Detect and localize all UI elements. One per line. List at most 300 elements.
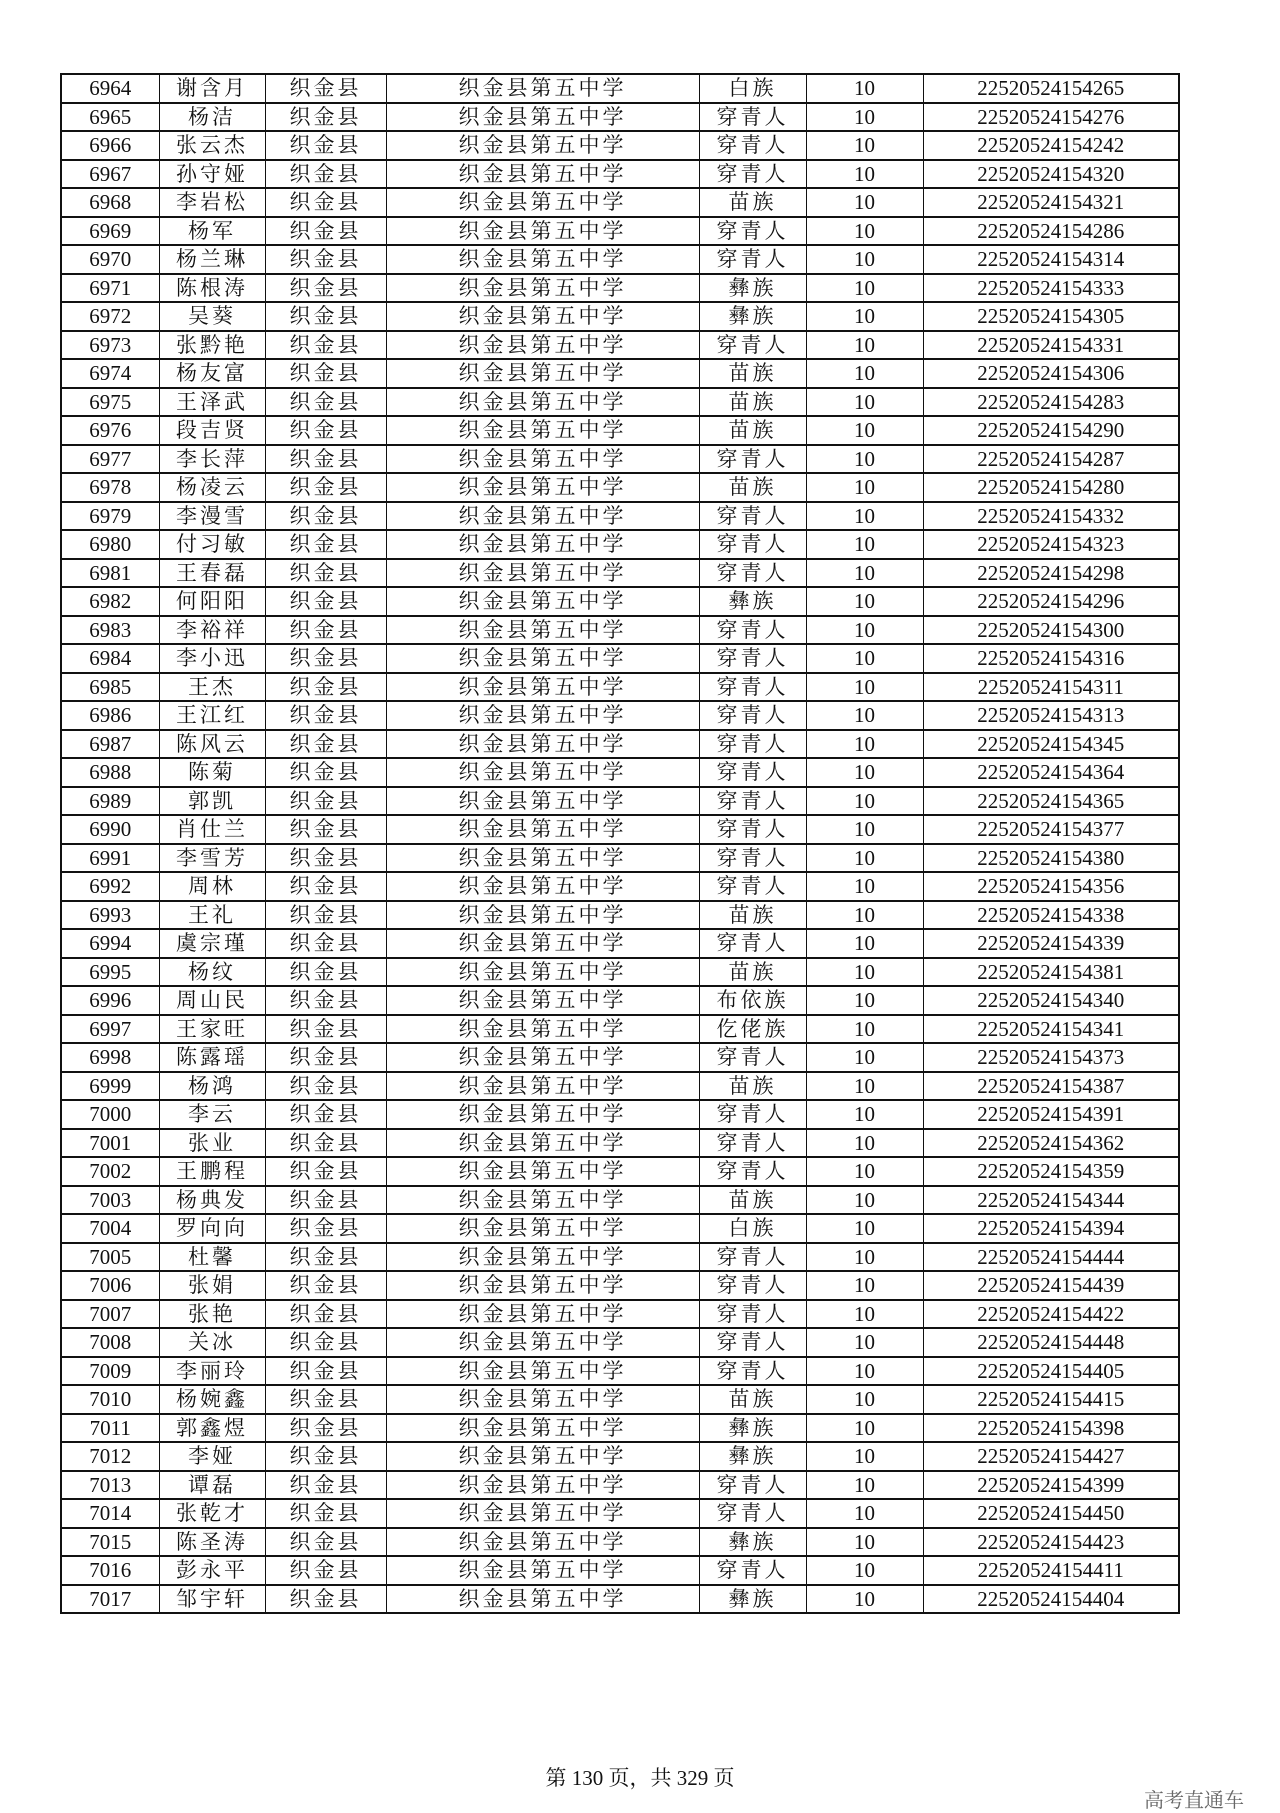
- cell-grade: 10: [806, 1585, 923, 1614]
- cell-county: 织金县: [265, 131, 386, 160]
- table-row: [61, 1186, 1179, 1215]
- cell-exam-number: 22520524154387: [923, 1072, 1179, 1101]
- cell-student-name: 段吉贤: [159, 416, 265, 445]
- table-row: [61, 644, 1179, 673]
- cell-grade: 10: [806, 1072, 923, 1101]
- table-row: [61, 388, 1179, 417]
- cell-ethnicity: 穿青人: [699, 331, 806, 360]
- cell-ethnicity: 彝族: [699, 1442, 806, 1471]
- cell-ethnicity: 穿青人: [699, 1471, 806, 1500]
- cell-ethnicity: 穿青人: [699, 1271, 806, 1300]
- cell-grade: 10: [806, 1157, 923, 1186]
- table-row: [61, 1271, 1179, 1300]
- cell-student-name: 李云: [159, 1100, 265, 1129]
- cell-serial-number: 6982: [61, 587, 159, 616]
- cell-ethnicity: 穿青人: [699, 787, 806, 816]
- cell-county: 织金县: [265, 701, 386, 730]
- cell-ethnicity: 穿青人: [699, 1357, 806, 1386]
- cell-student-name: 罗向向: [159, 1214, 265, 1243]
- table-row: [61, 302, 1179, 331]
- cell-ethnicity: 穿青人: [699, 559, 806, 588]
- cell-school: 织金县第五中学: [386, 1043, 699, 1072]
- cell-serial-number: 7004: [61, 1214, 159, 1243]
- cell-exam-number: 22520524154359: [923, 1157, 1179, 1186]
- cell-exam-number: 22520524154450: [923, 1499, 1179, 1528]
- cell-serial-number: 6968: [61, 188, 159, 217]
- table-row: [61, 1015, 1179, 1044]
- cell-ethnicity: 仡佬族: [699, 1015, 806, 1044]
- cell-county: 织金县: [265, 844, 386, 873]
- cell-grade: 10: [806, 901, 923, 930]
- cell-grade: 10: [806, 758, 923, 787]
- cell-grade: 10: [806, 730, 923, 759]
- cell-ethnicity: 穿青人: [699, 1129, 806, 1158]
- cell-county: 织金县: [265, 1414, 386, 1443]
- cell-grade: 10: [806, 502, 923, 531]
- cell-county: 织金县: [265, 1556, 386, 1585]
- cell-serial-number: 6989: [61, 787, 159, 816]
- cell-grade: 10: [806, 787, 923, 816]
- cell-county: 织金县: [265, 929, 386, 958]
- cell-school: 织金县第五中学: [386, 1015, 699, 1044]
- cell-ethnicity: 苗族: [699, 958, 806, 987]
- table-body: [61, 74, 1179, 1613]
- cell-student-name: 李雪芳: [159, 844, 265, 873]
- cell-grade: 10: [806, 872, 923, 901]
- cell-ethnicity: 穿青人: [699, 701, 806, 730]
- cell-student-name: 何阳阳: [159, 587, 265, 616]
- table-row: [61, 1043, 1179, 1072]
- cell-ethnicity: 穿青人: [699, 502, 806, 531]
- cell-county: 织金县: [265, 245, 386, 274]
- cell-county: 织金县: [265, 901, 386, 930]
- cell-ethnicity: 苗族: [699, 188, 806, 217]
- cell-exam-number: 22520524154365: [923, 787, 1179, 816]
- watermark: 高考直通车: [1144, 1788, 1244, 1812]
- cell-county: 织金县: [265, 160, 386, 189]
- cell-serial-number: 7006: [61, 1271, 159, 1300]
- cell-grade: 10: [806, 1271, 923, 1300]
- cell-student-name: 李丽玲: [159, 1357, 265, 1386]
- student-list-table: [60, 73, 1180, 1614]
- cell-serial-number: 6967: [61, 160, 159, 189]
- cell-exam-number: 22520524154320: [923, 160, 1179, 189]
- cell-ethnicity: 穿青人: [699, 1243, 806, 1272]
- cell-exam-number: 22520524154439: [923, 1271, 1179, 1300]
- cell-grade: 10: [806, 1357, 923, 1386]
- cell-county: 织金县: [265, 331, 386, 360]
- cell-student-name: 杨鸿: [159, 1072, 265, 1101]
- cell-student-name: 王泽武: [159, 388, 265, 417]
- cell-county: 织金县: [265, 74, 386, 103]
- cell-exam-number: 22520524154314: [923, 245, 1179, 274]
- table-row: [61, 958, 1179, 987]
- cell-exam-number: 22520524154287: [923, 445, 1179, 474]
- cell-student-name: 王礼: [159, 901, 265, 930]
- cell-grade: 10: [806, 701, 923, 730]
- cell-ethnicity: 彝族: [699, 1414, 806, 1443]
- cell-student-name: 周林: [159, 872, 265, 901]
- table-row: [61, 502, 1179, 531]
- cell-county: 织金县: [265, 1528, 386, 1557]
- cell-student-name: 杨军: [159, 217, 265, 246]
- cell-student-name: 李长萍: [159, 445, 265, 474]
- cell-exam-number: 22520524154321: [923, 188, 1179, 217]
- cell-grade: 10: [806, 188, 923, 217]
- cell-exam-number: 22520524154427: [923, 1442, 1179, 1471]
- cell-school: 织金县第五中学: [386, 901, 699, 930]
- table-row: [61, 359, 1179, 388]
- cell-school: 织金县第五中学: [386, 530, 699, 559]
- cell-exam-number: 22520524154283: [923, 388, 1179, 417]
- table-row: [61, 1499, 1179, 1528]
- cell-county: 织金县: [265, 502, 386, 531]
- cell-grade: 10: [806, 331, 923, 360]
- cell-school: 织金县第五中学: [386, 1214, 699, 1243]
- table-row: [61, 1157, 1179, 1186]
- cell-ethnicity: 穿青人: [699, 673, 806, 702]
- table-row: [61, 416, 1179, 445]
- cell-ethnicity: 苗族: [699, 1072, 806, 1101]
- cell-school: 织金县第五中学: [386, 986, 699, 1015]
- cell-exam-number: 22520524154305: [923, 302, 1179, 331]
- cell-grade: 10: [806, 445, 923, 474]
- cell-exam-number: 22520524154411: [923, 1556, 1179, 1585]
- cell-school: 织金县第五中学: [386, 758, 699, 787]
- cell-county: 织金县: [265, 616, 386, 645]
- cell-school: 织金县第五中学: [386, 1442, 699, 1471]
- cell-exam-number: 22520524154298: [923, 559, 1179, 588]
- cell-student-name: 李裕祥: [159, 616, 265, 645]
- table-row: [61, 160, 1179, 189]
- cell-county: 织金县: [265, 274, 386, 303]
- cell-county: 织金县: [265, 1072, 386, 1101]
- cell-ethnicity: 穿青人: [699, 530, 806, 559]
- cell-exam-number: 22520524154398: [923, 1414, 1179, 1443]
- cell-school: 织金县第五中学: [386, 1556, 699, 1585]
- cell-student-name: 杜馨: [159, 1243, 265, 1272]
- cell-school: 织金县第五中学: [386, 1357, 699, 1386]
- cell-serial-number: 7016: [61, 1556, 159, 1585]
- cell-school: 织金县第五中学: [386, 416, 699, 445]
- cell-ethnicity: 穿青人: [699, 1300, 806, 1329]
- table-row: [61, 103, 1179, 132]
- cell-serial-number: 6994: [61, 929, 159, 958]
- cell-serial-number: 7011: [61, 1414, 159, 1443]
- cell-student-name: 陈风云: [159, 730, 265, 759]
- cell-serial-number: 6974: [61, 359, 159, 388]
- table-row: [61, 1328, 1179, 1357]
- cell-ethnicity: 苗族: [699, 1385, 806, 1414]
- cell-school: 织金县第五中学: [386, 1157, 699, 1186]
- cell-serial-number: 6980: [61, 530, 159, 559]
- cell-student-name: 陈根涛: [159, 274, 265, 303]
- cell-student-name: 张黔艳: [159, 331, 265, 360]
- cell-student-name: 王鹏程: [159, 1157, 265, 1186]
- cell-county: 织金县: [265, 473, 386, 502]
- table-row: [61, 758, 1179, 787]
- cell-serial-number: 7000: [61, 1100, 159, 1129]
- cell-exam-number: 22520524154286: [923, 217, 1179, 246]
- cell-grade: 10: [806, 388, 923, 417]
- cell-grade: 10: [806, 473, 923, 502]
- cell-exam-number: 22520524154345: [923, 730, 1179, 759]
- cell-serial-number: 6993: [61, 901, 159, 930]
- cell-ethnicity: 穿青人: [699, 245, 806, 274]
- table-row: [61, 844, 1179, 873]
- cell-grade: 10: [806, 1129, 923, 1158]
- cell-grade: 10: [806, 416, 923, 445]
- cell-exam-number: 22520524154280: [923, 473, 1179, 502]
- cell-grade: 10: [806, 559, 923, 588]
- cell-school: 织金县第五中学: [386, 74, 699, 103]
- cell-grade: 10: [806, 359, 923, 388]
- cell-county: 织金县: [265, 1357, 386, 1386]
- cell-ethnicity: 穿青人: [699, 872, 806, 901]
- cell-school: 织金县第五中学: [386, 1300, 699, 1329]
- cell-school: 织金县第五中学: [386, 359, 699, 388]
- cell-exam-number: 22520524154399: [923, 1471, 1179, 1500]
- cell-school: 织金县第五中学: [386, 1129, 699, 1158]
- cell-grade: 10: [806, 160, 923, 189]
- cell-ethnicity: 苗族: [699, 1186, 806, 1215]
- cell-student-name: 张业: [159, 1129, 265, 1158]
- cell-school: 织金县第五中学: [386, 245, 699, 274]
- cell-school: 织金县第五中学: [386, 131, 699, 160]
- cell-student-name: 关冰: [159, 1328, 265, 1357]
- cell-school: 织金县第五中学: [386, 388, 699, 417]
- cell-ethnicity: 穿青人: [699, 217, 806, 246]
- cell-ethnicity: 穿青人: [699, 1328, 806, 1357]
- table-row: [61, 1528, 1179, 1557]
- cell-serial-number: 7002: [61, 1157, 159, 1186]
- cell-county: 织金县: [265, 1015, 386, 1044]
- cell-serial-number: 6972: [61, 302, 159, 331]
- cell-serial-number: 6964: [61, 74, 159, 103]
- cell-student-name: 彭永平: [159, 1556, 265, 1585]
- cell-exam-number: 22520524154311: [923, 673, 1179, 702]
- cell-county: 织金县: [265, 1271, 386, 1300]
- cell-serial-number: 7007: [61, 1300, 159, 1329]
- cell-serial-number: 6995: [61, 958, 159, 987]
- cell-exam-number: 22520524154296: [923, 587, 1179, 616]
- cell-serial-number: 6971: [61, 274, 159, 303]
- cell-ethnicity: 穿青人: [699, 445, 806, 474]
- cell-student-name: 郭鑫煜: [159, 1414, 265, 1443]
- cell-school: 织金县第五中学: [386, 929, 699, 958]
- cell-student-name: 杨洁: [159, 103, 265, 132]
- cell-school: 织金县第五中学: [386, 1243, 699, 1272]
- table-row: [61, 331, 1179, 360]
- cell-county: 织金县: [265, 217, 386, 246]
- cell-county: 织金县: [265, 986, 386, 1015]
- cell-serial-number: 6992: [61, 872, 159, 901]
- cell-county: 织金县: [265, 1300, 386, 1329]
- cell-student-name: 杨婉鑫: [159, 1385, 265, 1414]
- cell-school: 织金县第五中学: [386, 872, 699, 901]
- cell-school: 织金县第五中学: [386, 502, 699, 531]
- cell-exam-number: 22520524154290: [923, 416, 1179, 445]
- cell-student-name: 张艳: [159, 1300, 265, 1329]
- cell-county: 织金县: [265, 730, 386, 759]
- cell-ethnicity: 穿青人: [699, 730, 806, 759]
- cell-student-name: 杨凌云: [159, 473, 265, 502]
- cell-exam-number: 22520524154377: [923, 815, 1179, 844]
- cell-serial-number: 6975: [61, 388, 159, 417]
- cell-student-name: 谭磊: [159, 1471, 265, 1500]
- cell-school: 织金县第五中学: [386, 958, 699, 987]
- table-row: [61, 616, 1179, 645]
- table-row: [61, 815, 1179, 844]
- cell-school: 织金县第五中学: [386, 1328, 699, 1357]
- cell-ethnicity: 苗族: [699, 416, 806, 445]
- cell-exam-number: 22520524154306: [923, 359, 1179, 388]
- cell-grade: 10: [806, 1186, 923, 1215]
- cell-grade: 10: [806, 1043, 923, 1072]
- table-row: [61, 787, 1179, 816]
- table-row: [61, 1300, 1179, 1329]
- cell-school: 织金县第五中学: [386, 331, 699, 360]
- cell-serial-number: 6986: [61, 701, 159, 730]
- cell-serial-number: 6970: [61, 245, 159, 274]
- cell-ethnicity: 穿青人: [699, 616, 806, 645]
- table-row: [61, 1072, 1179, 1101]
- cell-school: 织金县第五中学: [386, 1471, 699, 1500]
- cell-student-name: 陈露瑶: [159, 1043, 265, 1072]
- cell-grade: 10: [806, 131, 923, 160]
- cell-school: 织金县第五中学: [386, 559, 699, 588]
- cell-serial-number: 7010: [61, 1385, 159, 1414]
- cell-exam-number: 22520524154339: [923, 929, 1179, 958]
- cell-serial-number: 6979: [61, 502, 159, 531]
- table-row: [61, 131, 1179, 160]
- cell-school: 织金县第五中学: [386, 1414, 699, 1443]
- cell-school: 织金县第五中学: [386, 1499, 699, 1528]
- cell-exam-number: 22520524154265: [923, 74, 1179, 103]
- table-row: [61, 1100, 1179, 1129]
- cell-grade: 10: [806, 673, 923, 702]
- cell-ethnicity: 穿青人: [699, 644, 806, 673]
- cell-ethnicity: 苗族: [699, 359, 806, 388]
- table-row: [61, 188, 1179, 217]
- cell-ethnicity: 穿青人: [699, 815, 806, 844]
- cell-grade: 10: [806, 1214, 923, 1243]
- cell-school: 织金县第五中学: [386, 160, 699, 189]
- cell-county: 织金县: [265, 103, 386, 132]
- cell-school: 织金县第五中学: [386, 188, 699, 217]
- table-row: [61, 701, 1179, 730]
- cell-exam-number: 22520524154332: [923, 502, 1179, 531]
- cell-exam-number: 22520524154276: [923, 103, 1179, 132]
- cell-serial-number: 6973: [61, 331, 159, 360]
- cell-county: 织金县: [265, 416, 386, 445]
- table-row: [61, 929, 1179, 958]
- cell-ethnicity: 彝族: [699, 1585, 806, 1614]
- cell-student-name: 王江红: [159, 701, 265, 730]
- cell-student-name: 陈圣涛: [159, 1528, 265, 1557]
- cell-grade: 10: [806, 1442, 923, 1471]
- cell-grade: 10: [806, 644, 923, 673]
- cell-student-name: 杨友富: [159, 359, 265, 388]
- cell-ethnicity: 彝族: [699, 302, 806, 331]
- cell-serial-number: 6976: [61, 416, 159, 445]
- cell-serial-number: 6978: [61, 473, 159, 502]
- cell-county: 织金县: [265, 872, 386, 901]
- cell-ethnicity: 穿青人: [699, 1556, 806, 1585]
- cell-exam-number: 22520524154380: [923, 844, 1179, 873]
- cell-exam-number: 22520524154448: [923, 1328, 1179, 1357]
- cell-serial-number: 6965: [61, 103, 159, 132]
- cell-school: 织金县第五中学: [386, 701, 699, 730]
- table-row: [61, 986, 1179, 1015]
- cell-ethnicity: 彝族: [699, 1528, 806, 1557]
- cell-student-name: 李漫雪: [159, 502, 265, 531]
- cell-grade: 10: [806, 302, 923, 331]
- cell-grade: 10: [806, 1471, 923, 1500]
- cell-school: 织金县第五中学: [386, 673, 699, 702]
- cell-student-name: 孙守娅: [159, 160, 265, 189]
- cell-serial-number: 6983: [61, 616, 159, 645]
- table-row: [61, 1357, 1179, 1386]
- cell-grade: 10: [806, 1528, 923, 1557]
- cell-school: 织金县第五中学: [386, 1528, 699, 1557]
- cell-serial-number: 6990: [61, 815, 159, 844]
- cell-student-name: 杨兰琳: [159, 245, 265, 274]
- cell-serial-number: 7013: [61, 1471, 159, 1500]
- cell-grade: 10: [806, 274, 923, 303]
- cell-school: 织金县第五中学: [386, 616, 699, 645]
- table-row: [61, 445, 1179, 474]
- cell-exam-number: 22520524154415: [923, 1385, 1179, 1414]
- cell-ethnicity: 白族: [699, 74, 806, 103]
- table-row: [61, 587, 1179, 616]
- table-row: [61, 245, 1179, 274]
- cell-ethnicity: 白族: [699, 1214, 806, 1243]
- cell-student-name: 张云杰: [159, 131, 265, 160]
- cell-county: 织金县: [265, 1442, 386, 1471]
- cell-grade: 10: [806, 1015, 923, 1044]
- cell-student-name: 王家旺: [159, 1015, 265, 1044]
- table-row: [61, 559, 1179, 588]
- cell-serial-number: 6996: [61, 986, 159, 1015]
- cell-ethnicity: 穿青人: [699, 131, 806, 160]
- cell-serial-number: 6998: [61, 1043, 159, 1072]
- cell-county: 织金县: [265, 530, 386, 559]
- cell-school: 织金县第五中学: [386, 1072, 699, 1101]
- cell-serial-number: 7012: [61, 1442, 159, 1471]
- cell-county: 织金县: [265, 1385, 386, 1414]
- cell-grade: 10: [806, 74, 923, 103]
- table-row: [61, 1471, 1179, 1500]
- cell-school: 织金县第五中学: [386, 1100, 699, 1129]
- cell-student-name: 陈菊: [159, 758, 265, 787]
- cell-grade: 10: [806, 1300, 923, 1329]
- cell-county: 织金县: [265, 787, 386, 816]
- table-row: [61, 217, 1179, 246]
- cell-exam-number: 22520524154300: [923, 616, 1179, 645]
- cell-serial-number: 6988: [61, 758, 159, 787]
- cell-county: 织金县: [265, 302, 386, 331]
- cell-exam-number: 22520524154338: [923, 901, 1179, 930]
- cell-county: 织金县: [265, 1214, 386, 1243]
- cell-serial-number: 7008: [61, 1328, 159, 1357]
- cell-county: 织金县: [265, 1129, 386, 1158]
- cell-ethnicity: 穿青人: [699, 160, 806, 189]
- cell-county: 织金县: [265, 1471, 386, 1500]
- cell-county: 织金县: [265, 1157, 386, 1186]
- cell-student-name: 邹宇轩: [159, 1585, 265, 1614]
- table-row: [61, 1243, 1179, 1272]
